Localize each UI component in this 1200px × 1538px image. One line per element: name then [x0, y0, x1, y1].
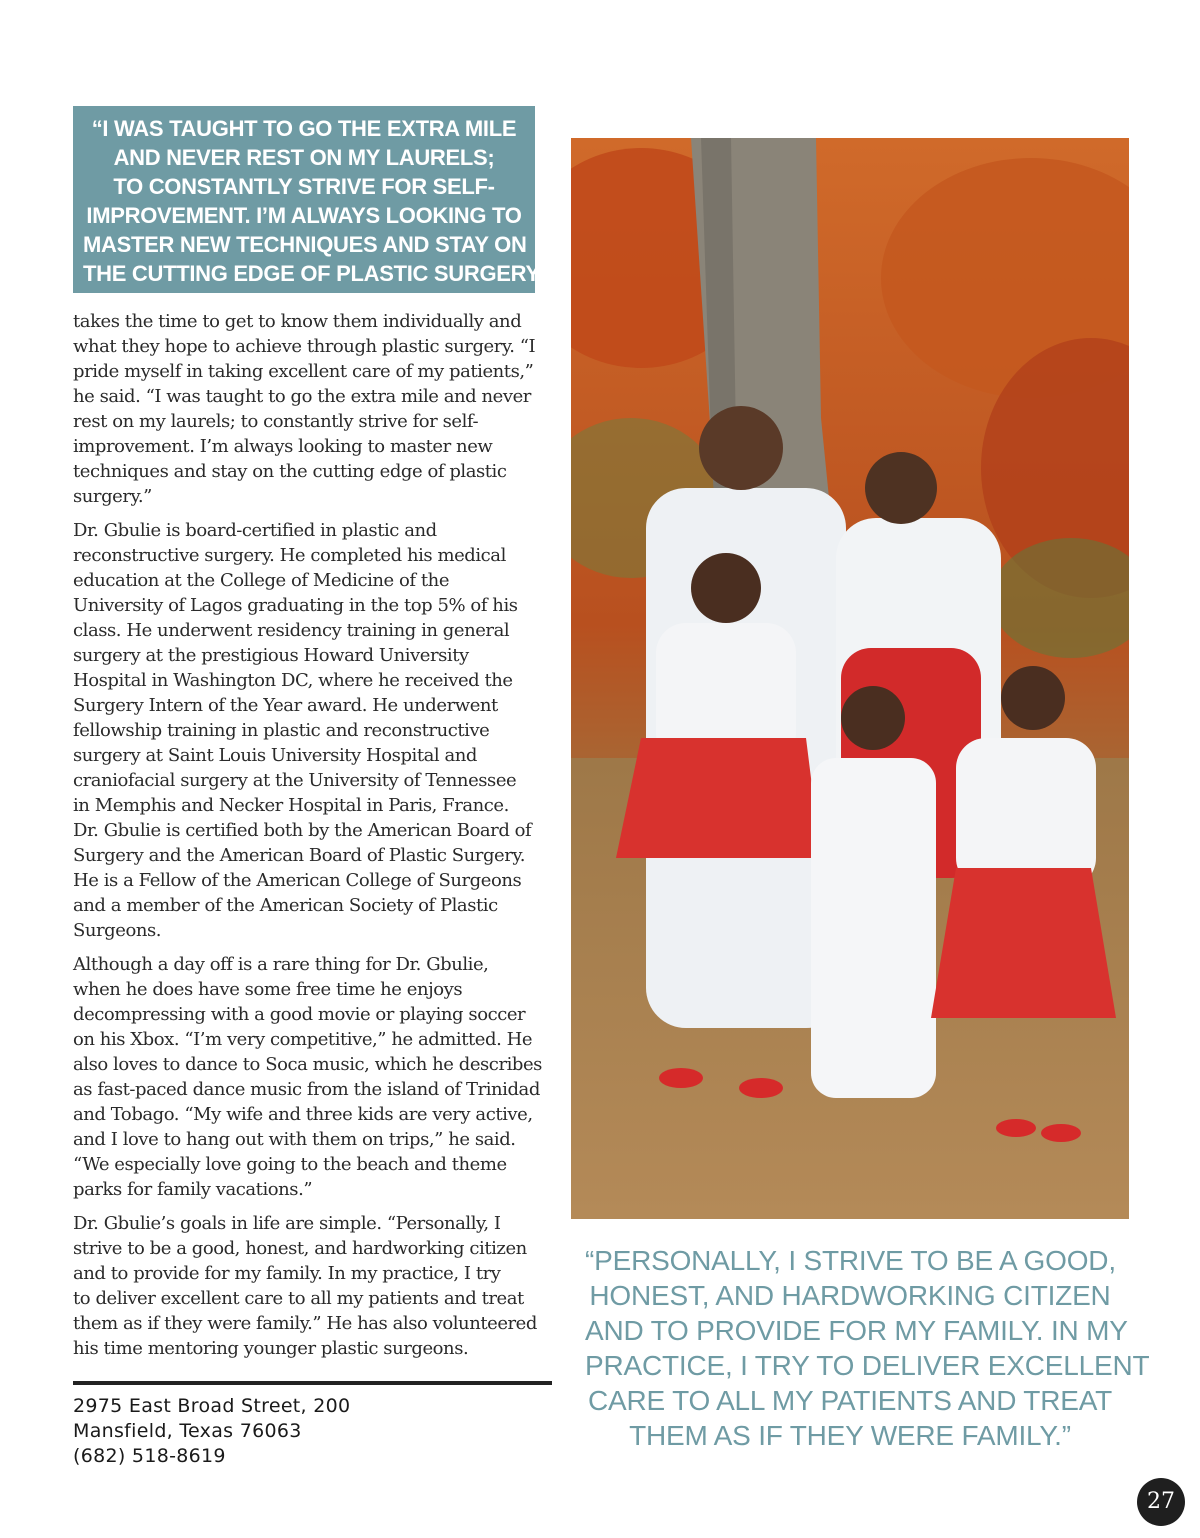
pullquote-top-line: “I WAS TAUGHT TO GO THE EXTRA MILE [91, 116, 517, 141]
text-line: “We especially love going to the beach and theme [73, 1154, 507, 1175]
article-paragraph [73, 518, 558, 943]
page-number: 27 [1137, 1478, 1185, 1526]
text-line: University of Lagos graduating in the top 5% of his [73, 595, 518, 616]
text-line: He is a Fellow of the American College of Surgeons [73, 870, 522, 891]
text-line: reconstructive surgery. He completed his medical [73, 545, 506, 566]
text-line: strive to be a good, honest, and hardworking citizen [73, 1238, 527, 1259]
text-line: fellowship training in plastic and reconstructive [73, 720, 490, 741]
text-line: Surgery and the American Board of Plastic Surgery. [73, 845, 525, 866]
text-line: rest on my laurels; to constantly strive for self- [73, 411, 479, 432]
text-line: and a member of the American Society of Plastic [73, 895, 498, 916]
article-paragraph [73, 309, 558, 509]
text-line: improvement. I’m always looking to master new [73, 436, 493, 457]
family-photo [571, 138, 1129, 1219]
pullquote-bottom-line: “PERSONALLY, I STRIVE TO BE A GOOD, [585, 1245, 1116, 1276]
text-line: his time mentoring younger plastic surgeons. [73, 1338, 469, 1359]
text-line: Although a day off is a rare thing for Dr. Gbulie, [73, 954, 489, 975]
text-line: them as if they were family.” He has also volunteered [73, 1313, 537, 1334]
text-line: Dr. Gbulie’s goals in life are simple. “Personally, I [73, 1213, 501, 1234]
pullquote-bottom-line: CARE TO ALL MY PATIENTS AND TREAT [588, 1385, 1112, 1416]
text-line: pride myself in taking excellent care of my patients,” [73, 361, 534, 382]
text-line: as fast-paced dance music from the island of Trinidad [73, 1079, 540, 1100]
text-line: in Memphis and Necker Hospital in Paris, France. [73, 795, 509, 816]
family-photo-illustration [571, 138, 1129, 1219]
address-city: Mansfield, Texas 76063 [73, 1420, 302, 1442]
text-line: craniofacial surgery at the University of Tennessee [73, 770, 517, 791]
practice-address [73, 1394, 350, 1469]
text-line: he said. “I was taught to go the extra mile and never [73, 386, 531, 407]
text-line: when he does have some free time he enjoys [73, 979, 463, 1000]
text-line: Dr. Gbulie is board-certified in plastic and [73, 520, 437, 541]
address-phone: (682) 518-8619 [73, 1445, 226, 1467]
text-line: and Tobago. “My wife and three kids are very active, [73, 1104, 533, 1125]
article-paragraph [73, 1211, 558, 1361]
pullquote-top-line: THE CUTTING EDGE OF PLASTIC SURGERY.” [83, 261, 554, 286]
address-street: 2975 East Broad Street, 200 [73, 1395, 351, 1417]
article-body [73, 309, 558, 1370]
pullquote-top [73, 106, 554, 293]
pullquote-bottom-line: HONEST, AND HARDWORKING CITIZEN [589, 1280, 1111, 1311]
pullquote-bottom-line: THEM AS IF THEY WERE FAMILY.” [629, 1420, 1071, 1451]
text-line: surgery at Saint Louis University Hospital and [73, 745, 477, 766]
text-line: Hospital in Washington DC, where he received the [73, 670, 513, 691]
text-line: surgery.” [73, 486, 152, 507]
text-line: Surgery Intern of the Year award. He underwent [73, 695, 498, 716]
article-paragraph [73, 952, 558, 1202]
text-line: what they hope to achieve through plastic surgery. “I [73, 336, 536, 357]
pullquote-top-line: IMPROVEMENT. I’M ALWAYS LOOKING TO [86, 203, 522, 228]
text-line: surgery at the prestigious Howard University [73, 645, 469, 666]
text-line: to deliver excellent care to all my patients and treat [73, 1288, 524, 1309]
pullquote-bottom-line: AND TO PROVIDE FOR MY FAMILY. IN MY [585, 1315, 1128, 1346]
divider-rule [73, 1381, 552, 1385]
text-line: Dr. Gbulie is certified both by the American Board of [73, 820, 532, 841]
text-line: techniques and stay on the cutting edge of plastic [73, 461, 507, 482]
text-line: class. He underwent residency training in general [73, 620, 510, 641]
pullquote-top-line: MASTER NEW TECHNIQUES AND STAY ON [83, 232, 527, 257]
pullquote-top-line: TO CONSTANTLY STRIVE FOR SELF- [113, 174, 495, 199]
text-line: on his Xbox. “I’m very competitive,” he admitted. He [73, 1029, 533, 1050]
text-line: also loves to dance to Soca music, which he describes [73, 1054, 542, 1075]
text-line: education at the College of Medicine of the [73, 570, 450, 591]
pullquote-top-line: AND NEVER REST ON MY LAURELS; [113, 145, 495, 170]
text-line: takes the time to get to know them individually and [73, 311, 522, 332]
pullquote-bottom-line: PRACTICE, I TRY TO DELIVER EXCELLENT [585, 1350, 1150, 1381]
text-line: parks for family vacations.” [73, 1179, 313, 1200]
text-line: and to provide for my family. In my practice, I try [73, 1263, 501, 1284]
text-line: decompressing with a good movie or playing soccer [73, 1004, 526, 1025]
text-line: Surgeons. [73, 920, 162, 941]
pullquote-bottom [585, 1243, 1150, 1453]
text-line: and I love to hang out with them on trips,” he said. [73, 1129, 516, 1150]
